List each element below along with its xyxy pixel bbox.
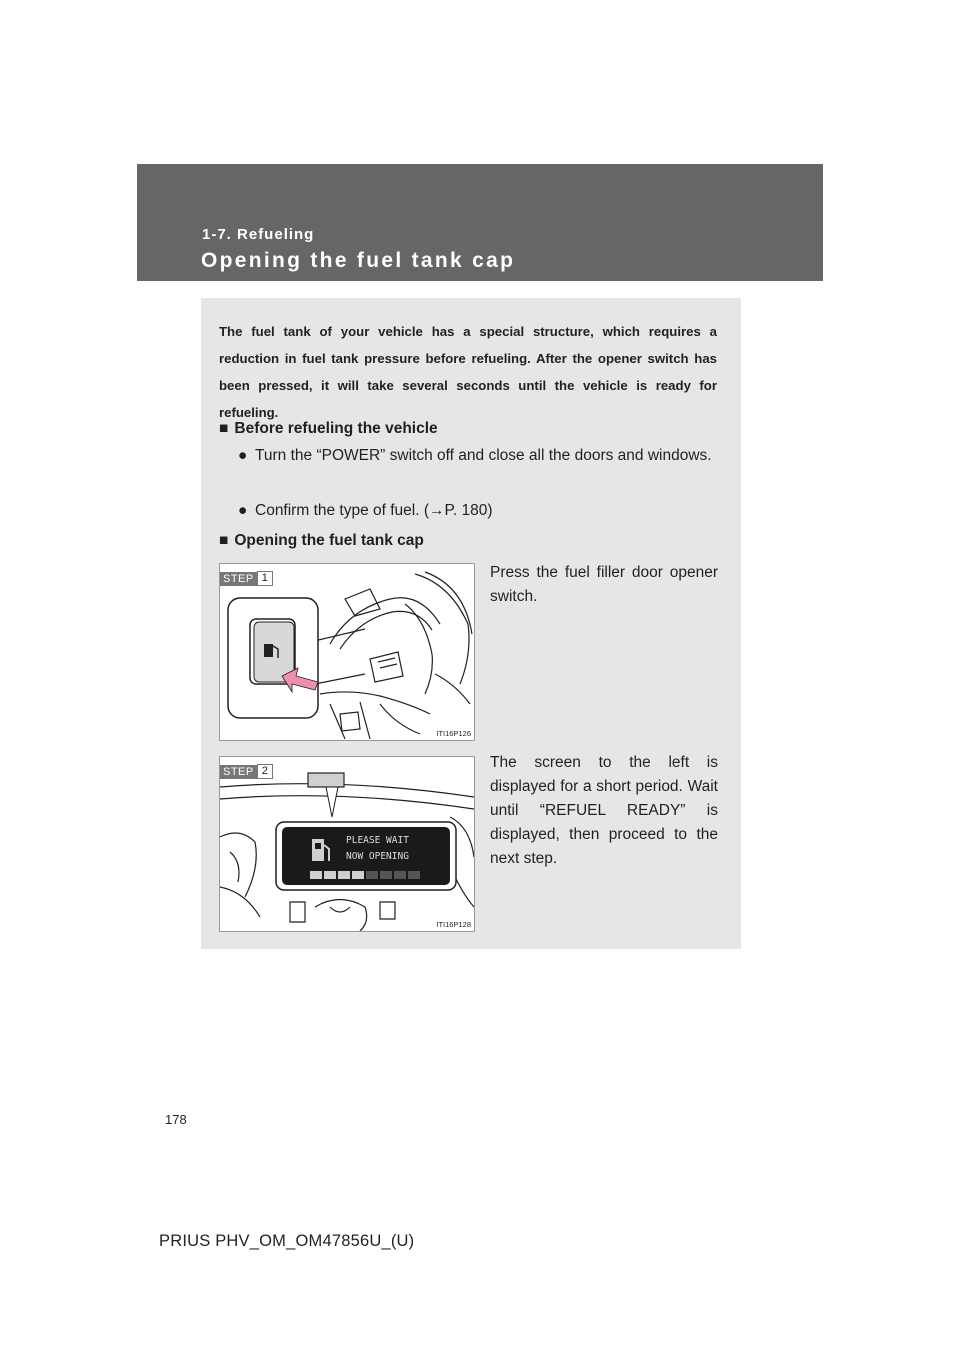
step-badge bbox=[220, 764, 273, 779]
screen-line-2: NOW OPENING bbox=[346, 851, 409, 862]
step-1-text: Press the fuel filler door opener switch. bbox=[490, 564, 718, 605]
section-label: 1-7. Refueling bbox=[202, 226, 315, 243]
step-2-text: The screen to the left is displayed for a short period. Wait until “REFUEL READY” is displayed, then proceed to the next step. bbox=[490, 754, 718, 867]
round-bullet-icon: ● bbox=[238, 447, 248, 464]
figure-step-1 bbox=[219, 563, 475, 741]
step-number: 1 bbox=[257, 571, 273, 586]
intro-paragraph: The fuel tank of your vehicle has a special structure, which requires a reduction in fuel tank pressure before refueling. After the opener switch has been pressed, it will take several seconds until the vehicle is ready for refueling. bbox=[219, 324, 717, 420]
figure-step-2 bbox=[219, 756, 475, 932]
figure-code: ITI16P126 bbox=[436, 729, 471, 738]
page-title: Opening the fuel tank cap bbox=[201, 249, 516, 272]
step-number: 2 bbox=[257, 764, 273, 779]
heading-before-refueling bbox=[219, 420, 438, 438]
step-label: STEP bbox=[220, 765, 257, 779]
heading-text: Opening the fuel tank cap bbox=[234, 532, 424, 549]
document-code: PRIUS PHV_OM_OM47856U_(U) bbox=[159, 1232, 415, 1250]
bullet-fuel-type bbox=[238, 499, 735, 523]
square-bullet-icon: ■ bbox=[219, 532, 229, 549]
round-bullet-icon: ● bbox=[238, 502, 248, 519]
square-bullet-icon: ■ bbox=[219, 420, 229, 437]
page-number: 178 bbox=[165, 1112, 187, 1127]
screen-line-1: PLEASE WAIT bbox=[346, 835, 409, 846]
heading-opening-cap bbox=[219, 532, 424, 550]
figure-code: ITI16P128 bbox=[436, 920, 471, 929]
step-label: STEP bbox=[220, 572, 257, 586]
step-badge bbox=[220, 571, 273, 586]
opener-switch-illustration bbox=[220, 564, 474, 740]
bullet-text: Confirm the type of fuel. (→P. 180) bbox=[255, 502, 493, 519]
bullet-text: Turn the “POWER” switch off and close all the doors and windows. bbox=[255, 447, 712, 464]
display-screen-illustration bbox=[220, 757, 474, 931]
heading-text: Before refueling the vehicle bbox=[234, 420, 438, 437]
bullet-power-switch bbox=[238, 444, 735, 468]
